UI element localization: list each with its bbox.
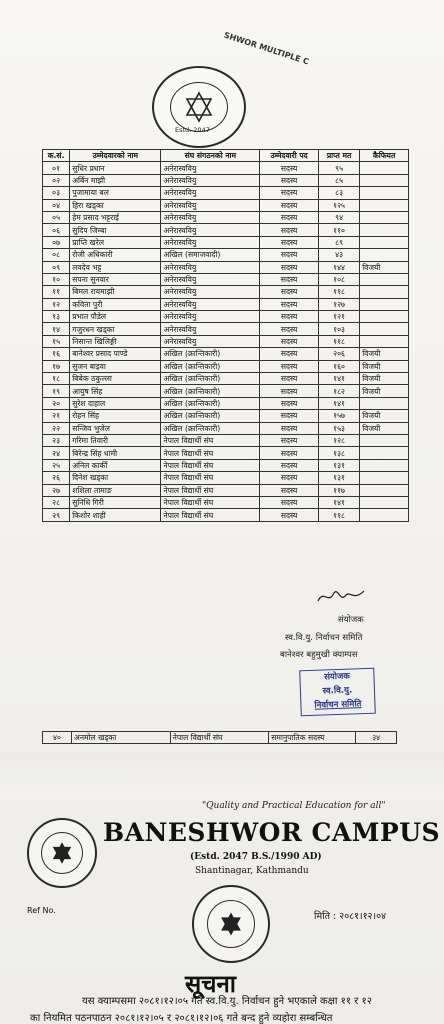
cell-remarks: विजयी: [360, 410, 409, 422]
table-row: [43, 286, 409, 298]
cell-candidate: बिबेक ठकुल्ला: [70, 373, 161, 385]
table-row: [43, 348, 409, 360]
cell-remarks: [360, 434, 409, 446]
cell-organization: अखिल (क्रान्तिकारी): [161, 373, 260, 385]
cell-votes: १४४: [318, 261, 359, 273]
cell-serial: २५: [43, 459, 70, 471]
cell-organization: नेपाल विद्यार्थी संघ: [161, 472, 260, 484]
cell-votes: १६०: [318, 360, 359, 372]
cell-organization: अनेरास्ववियु: [161, 273, 260, 285]
cell-organization: नेपाल विद्यार्थी संघ: [161, 447, 260, 459]
cell-candidate: प्राप्ति खरेल: [70, 236, 161, 248]
cell-organization: नेपाल विद्यार्थी संघ: [161, 459, 260, 471]
cell-position: सदस्य: [260, 348, 319, 360]
blue-stamp-line1: संयोजक: [323, 671, 351, 683]
cell-organization: अनेरास्ववियु: [161, 323, 260, 335]
cell-remarks: विजयी: [360, 422, 409, 434]
cell-votes: १५३: [318, 422, 359, 434]
col-header-position: उम्मेदवारी पद: [260, 150, 319, 162]
cell-position: समानुपातिक सदस्य: [269, 732, 356, 744]
cell-candidate: अनमोल खड्का: [72, 732, 171, 744]
table-row: [43, 162, 409, 174]
cell-serial: १२: [43, 298, 70, 310]
col-header-organization: संघ संगठनको नाम: [161, 150, 260, 162]
table-row: [43, 211, 409, 223]
cell-serial: ०४: [43, 199, 70, 211]
table-row: [43, 447, 409, 459]
table-row: [43, 224, 409, 236]
cell-serial: ०२: [43, 174, 70, 186]
cell-organization: अखिल (क्रान्तिकारी): [161, 360, 260, 372]
cell-remarks: [360, 323, 409, 335]
notice-line-1: यस क्याम्पसमा २०८१।१२।०५ गते स्व.वि.यु. निर्वाचन हुने भएकाले कक्षा ११ र १२: [82, 996, 372, 1007]
cell-remarks: [360, 162, 409, 174]
cell-organization: अनेरास्ववियु: [161, 286, 260, 298]
cell-position: सदस्य: [260, 211, 319, 223]
table-row: [43, 335, 409, 347]
cell-position: सदस्य: [260, 224, 319, 236]
cell-candidate: पुजामाया बल: [70, 187, 161, 199]
cell-remarks: [360, 397, 409, 409]
cell-remarks: [360, 286, 409, 298]
seal-emblem-icon: [207, 900, 255, 948]
cell-position: सदस्य: [260, 323, 319, 335]
cell-remarks: [360, 298, 409, 310]
table-row: [43, 187, 409, 199]
cell-votes: १०८: [318, 273, 359, 285]
cell-serial: ०३: [43, 187, 70, 199]
cell-organization: अखिल (क्रान्तिकारी): [161, 348, 260, 360]
cell-organization: अनेरास्ववियु: [161, 335, 260, 347]
cell-serial: २७: [43, 484, 70, 496]
cell-remarks: विजयी: [360, 385, 409, 397]
cell-candidate: हिरा खड्का: [70, 199, 161, 211]
cell-remarks: [360, 459, 409, 471]
cell-serial: १८: [43, 373, 70, 385]
cell-remarks: [360, 273, 409, 285]
table-row: [43, 509, 409, 521]
cell-serial: १९: [43, 385, 70, 397]
cell-position: सदस्य: [260, 509, 319, 521]
cell-remarks: [360, 174, 409, 186]
cell-position: सदस्य: [260, 273, 319, 285]
cell-remarks: [360, 447, 409, 459]
cell-candidate: सपना सुनवार: [70, 273, 161, 285]
cell-serial: २४: [43, 447, 70, 459]
col-header-votes: प्राप्त मत: [318, 150, 359, 162]
cell-candidate: बानेश्वर प्रसाद पाण्डे: [70, 348, 161, 360]
cell-votes: ११७: [318, 484, 359, 496]
cell-votes: १३८: [318, 447, 359, 459]
cell-position: सदस्य: [260, 459, 319, 471]
cell-serial: ०७: [43, 236, 70, 248]
cell-votes: १५७: [318, 410, 359, 422]
cell-candidate: किशोर शाही: [70, 509, 161, 521]
cell-votes: १२५: [318, 199, 359, 211]
cell-serial: ०९: [43, 261, 70, 273]
cell-candidate: कविता पुरी: [70, 298, 161, 310]
cell-candidate: गरिमा तिवारी: [70, 434, 161, 446]
committee-blue-stamp: [299, 668, 376, 717]
cell-votes: ३४: [356, 732, 397, 744]
cell-votes: ११८: [318, 335, 359, 347]
cell-candidate: रोहन सिंह: [70, 410, 161, 422]
table-row: [43, 298, 409, 310]
cell-position: सदस्य: [260, 447, 319, 459]
cell-remarks: विजयी: [360, 373, 409, 385]
table-row: [43, 732, 397, 744]
cell-serial: २९: [43, 509, 70, 521]
cell-serial: ०६: [43, 224, 70, 236]
star-emblem-icon: [49, 840, 75, 866]
cell-candidate: बिमल रायमाझी: [70, 286, 161, 298]
table-row: [43, 422, 409, 434]
cell-position: सदस्य: [260, 484, 319, 496]
cell-candidate: सन्जिव भुजेल: [70, 422, 161, 434]
cell-remarks: [360, 187, 409, 199]
star-emblem-icon: [182, 90, 216, 124]
cell-position: सदस्य: [260, 187, 319, 199]
cell-organization: अनेरास्ववियु: [161, 174, 260, 186]
campus-estd: (Estd. 2047 B.S./1990 AD): [190, 852, 322, 862]
col-header-serial: क.सं.: [43, 150, 70, 162]
table-header-row: [43, 150, 409, 162]
campus-address: Shantinagar, Kathmandu: [195, 866, 309, 876]
cell-serial: २०: [43, 397, 70, 409]
cell-candidate: सुरेश दाहाल: [70, 397, 161, 409]
cell-position: सदस्य: [260, 335, 319, 347]
cell-position: सदस्य: [260, 360, 319, 372]
ref-number-label: Ref No.: [27, 906, 56, 915]
cell-position: सदस्य: [260, 385, 319, 397]
table-row: [43, 174, 409, 186]
cell-votes: ११८: [318, 509, 359, 521]
cell-serial: १४: [43, 323, 70, 335]
signature-campus: बानेश्वर बहुमुखी क्याम्पस: [280, 650, 358, 660]
cell-candidate: सुदिप जिम्बा: [70, 224, 161, 236]
notice-title: सूचना: [185, 970, 236, 998]
cell-serial: २६: [43, 472, 70, 484]
cell-candidate: बिरेन्द्र सिंह धामी: [70, 447, 161, 459]
cell-votes: १२८: [318, 434, 359, 446]
table-row: [43, 484, 409, 496]
cell-position: सदस्य: [260, 410, 319, 422]
signature-scribble-icon: [316, 585, 366, 607]
cell-votes: ११८: [318, 286, 359, 298]
blue-stamp-line3: निर्वाचन समिति: [314, 699, 362, 711]
cell-organization: अखिल (क्रान्तिकारी): [161, 410, 260, 422]
cell-position: सदस्य: [260, 496, 319, 508]
cell-remarks: [360, 509, 409, 521]
cell-candidate: दिनेश खड्का: [70, 472, 161, 484]
table-row: [43, 434, 409, 446]
cell-votes: १२१: [318, 311, 359, 323]
cell-position: सदस्य: [260, 162, 319, 174]
cell-serial: १६: [43, 348, 70, 360]
cell-organization: अखिल (क्रान्तिकारी): [161, 397, 260, 409]
cell-organization: अनेरास्ववियु: [161, 199, 260, 211]
cell-remarks: [360, 311, 409, 323]
table-row: [43, 472, 409, 484]
cell-organization: अखिल (क्रान्तिकारी): [161, 422, 260, 434]
notice-line-2: का नियमित पठनपाठन २०८१।१२।०५ र २०८१।१२।०६ गते बन्द हुने व्यहोरा सम्बन्धित: [30, 1013, 333, 1024]
seal-estd: Estd. 2047: [175, 126, 210, 134]
cell-organization: नेपाल विद्यार्थी संघ: [161, 434, 260, 446]
letterhead-tagline: "Quality and Practical Education for all": [202, 801, 386, 811]
cell-candidate: सुजन बाइवा: [70, 360, 161, 372]
cell-candidate: प्रभात पौडेल: [70, 311, 161, 323]
cell-position: सदस्य: [260, 434, 319, 446]
cell-position: सदस्य: [260, 199, 319, 211]
cell-organization: अनेरास्ववियु: [161, 224, 260, 236]
table-row: [43, 236, 409, 248]
table-row: [43, 459, 409, 471]
cell-organization: अनेरास्ववियु: [161, 187, 260, 199]
cell-serial: १०: [43, 273, 70, 285]
campus-name: BANESHWOR CAMPUS: [103, 818, 441, 847]
cell-organization: अनेरास्ववियु: [161, 162, 260, 174]
cell-votes: १०३: [318, 323, 359, 335]
cell-remarks: [360, 472, 409, 484]
table-row: [43, 360, 409, 372]
cell-votes: १२७: [318, 298, 359, 310]
cell-candidate: शशिला तामाङ: [70, 484, 161, 496]
cell-serial: ०८: [43, 249, 70, 261]
cell-organization: नेपाल विद्यार्थी संघ: [161, 509, 260, 521]
cell-votes: १४१: [318, 373, 359, 385]
cell-votes: ८५: [318, 174, 359, 186]
cell-serial: ०५: [43, 211, 70, 223]
cell-serial: १५: [43, 335, 70, 347]
cell-serial: ११: [43, 286, 70, 298]
cell-votes: १३१: [318, 459, 359, 471]
cell-votes: ८३: [318, 187, 359, 199]
results-table: [42, 149, 409, 522]
cell-organization: अखिल (क्रान्तिकारी): [161, 385, 260, 397]
cell-serial: २३: [43, 434, 70, 446]
table-row: [43, 385, 409, 397]
campus-seal-top: [152, 66, 246, 148]
cell-serial: ०१: [43, 162, 70, 174]
cell-serial: १३: [43, 311, 70, 323]
cell-remarks: [360, 224, 409, 236]
cell-remarks: [360, 496, 409, 508]
cell-organization: अनेरास्ववियु: [161, 311, 260, 323]
cell-candidate: आयुष सिंह: [70, 385, 161, 397]
cell-votes: ९५: [318, 162, 359, 174]
cell-remarks: [360, 199, 409, 211]
notice-date: मिति : २०८१।१२।०४: [314, 911, 386, 922]
cell-votes: १८२: [318, 385, 359, 397]
cell-votes: १३१: [318, 472, 359, 484]
cell-organization: अखिल (समाजवादी): [161, 249, 260, 261]
star-emblem-icon: [217, 910, 245, 938]
cell-position: सदस्य: [260, 286, 319, 298]
cell-position: सदस्य: [260, 311, 319, 323]
cell-candidate: लवदेव भट्ट: [70, 261, 161, 273]
table-row: [43, 273, 409, 285]
cell-remarks: [360, 211, 409, 223]
cell-organization: अनेरास्ववियु: [161, 298, 260, 310]
cell-position: सदस्य: [260, 422, 319, 434]
results-table-body: [43, 162, 409, 521]
proportional-member-table: [42, 731, 397, 744]
cell-organization: अनेरास्ववियु: [161, 261, 260, 273]
cell-serial: ४०: [43, 732, 72, 744]
cell-serial: १७: [43, 360, 70, 372]
campus-seal-left: [27, 818, 97, 888]
cell-candidate: रोजी अधिकारी: [70, 249, 161, 261]
cell-candidate: सुनिधि गिरी: [70, 496, 161, 508]
table-row: [43, 199, 409, 211]
table-row: [43, 249, 409, 261]
cell-remarks: [360, 249, 409, 261]
cell-candidate: अर्बिन माझी: [70, 174, 161, 186]
cell-remarks: विजयी: [360, 360, 409, 372]
cell-position: सदस्य: [260, 236, 319, 248]
top-stamp-arc-text: SHWOR MULTIPLE C: [222, 30, 310, 67]
cell-candidate: हेम प्रसाद भट्टराई: [70, 211, 161, 223]
cell-remarks: [360, 236, 409, 248]
table-row: [43, 323, 409, 335]
cell-position: सदस्य: [260, 472, 319, 484]
cell-organization: नेपाल विद्यार्थी संघ: [161, 496, 260, 508]
seal-emblem-icon: [170, 82, 228, 132]
cell-serial: २८: [43, 496, 70, 508]
cell-position: सदस्य: [260, 249, 319, 261]
col-header-candidate: उम्मेदवारको नाम: [70, 150, 161, 162]
table-row: [43, 496, 409, 508]
cell-position: सदस्य: [260, 397, 319, 409]
page-divider: [0, 752, 444, 800]
cell-candidate: अनिल कार्की: [70, 459, 161, 471]
cell-candidate: सुधिर प्रधान: [70, 162, 161, 174]
table-row: [43, 373, 409, 385]
cell-votes: २०६: [318, 348, 359, 360]
col-header-remarks: कैफियत: [360, 150, 409, 162]
cell-organization: अनेरास्ववियु: [161, 236, 260, 248]
seal-emblem-icon: [41, 832, 84, 875]
cell-serial: २१: [43, 410, 70, 422]
cell-position: सदस्य: [260, 298, 319, 310]
cell-candidate: निसान्त खिलिङ्गी: [70, 335, 161, 347]
cell-serial: २२: [43, 422, 70, 434]
cell-votes: १४१: [318, 397, 359, 409]
signature-role: संयोजक: [338, 615, 364, 625]
cell-votes: १४१: [318, 496, 359, 508]
cell-votes: ८९: [318, 236, 359, 248]
cell-votes: ९४: [318, 211, 359, 223]
cell-remarks: [360, 484, 409, 496]
table-row: [43, 261, 409, 273]
blue-stamp-line2: स्व.वि.यु.: [322, 685, 353, 697]
signature-committee: स्व.वि.यु. निर्वाचन समिति: [285, 633, 363, 643]
cell-remarks: [360, 335, 409, 347]
cell-candidate: गजुरधन खड्का: [70, 323, 161, 335]
cell-votes: ११०: [318, 224, 359, 236]
cell-organization: नेपाल विद्यार्थी संघ: [170, 732, 269, 744]
cell-organization: अनेरास्ववियु: [161, 211, 260, 223]
cell-position: सदस्य: [260, 373, 319, 385]
cell-position: सदस्य: [260, 174, 319, 186]
cell-votes: ४३: [318, 249, 359, 261]
table-row: [43, 410, 409, 422]
cell-position: सदस्य: [260, 261, 319, 273]
table-row: [43, 397, 409, 409]
cell-remarks: विजयी: [360, 261, 409, 273]
table-row: [43, 311, 409, 323]
cell-organization: नेपाल विद्यार्थी संघ: [161, 484, 260, 496]
campus-seal-center: [192, 885, 270, 963]
cell-remarks: विजयी: [360, 348, 409, 360]
